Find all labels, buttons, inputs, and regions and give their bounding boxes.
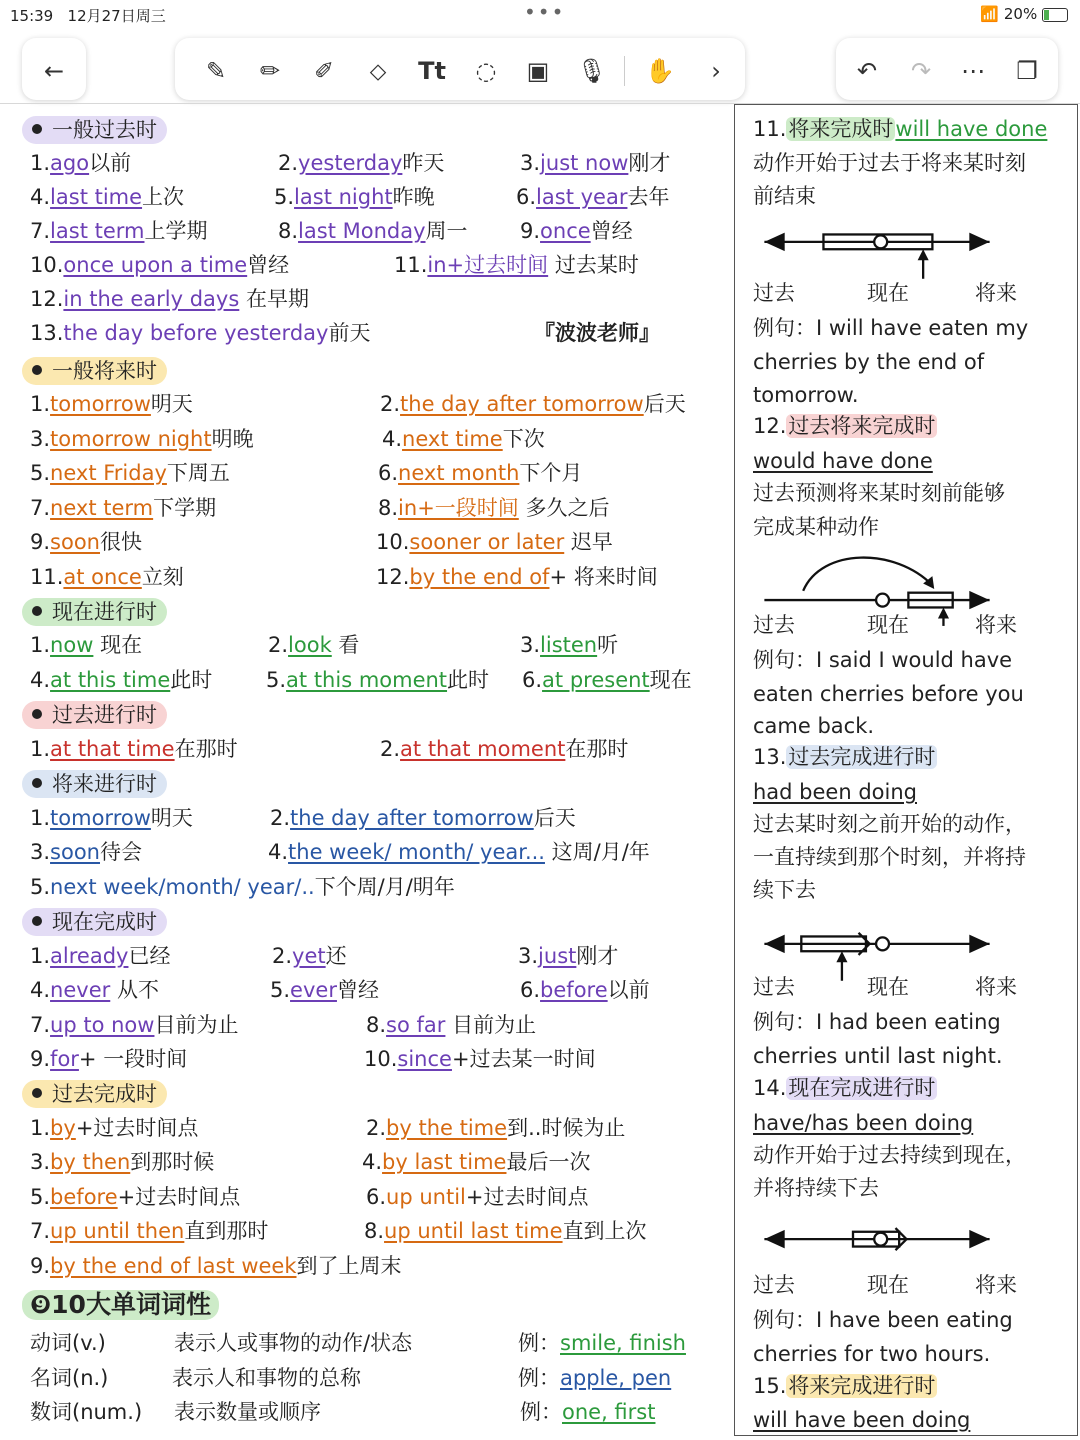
section-future-continuous — [22, 770, 167, 798]
tense-desc: 续下去 — [753, 878, 816, 902]
example-sentence: cherries until last night. — [753, 1044, 1003, 1068]
section-past-continuous — [22, 701, 167, 729]
tense-form: will have been doing — [753, 1408, 971, 1432]
undo-icon[interactable]: ↶ — [856, 57, 878, 85]
tense-desc: 完成某种动作 — [753, 515, 879, 539]
timeline-diagram — [757, 221, 997, 283]
pos-desc: 表示人或事物的动作/状态 — [174, 1331, 413, 1355]
redo-icon[interactable]: ↷ — [910, 57, 932, 85]
tense-form: have/has been doing — [753, 1111, 974, 1135]
author-tag: 『波波老师』 — [534, 321, 660, 345]
tense-desc: 并将持续下去 — [753, 1176, 879, 1200]
section-title: 现在进行时 — [52, 600, 157, 624]
tense-desc: 一直持续到那个时刻，并将持 — [753, 845, 1026, 869]
pos-desc: 表示数量或顺序 — [174, 1400, 321, 1424]
pos-name: 数词(num.) — [30, 1400, 143, 1424]
section-title: 过去进行时 — [52, 703, 157, 727]
pencil-icon[interactable]: ✏ — [259, 57, 281, 85]
eraser-icon[interactable]: ⬦ — [369, 57, 387, 85]
section-title: 过去完成时 — [52, 1082, 157, 1106]
left-notes: 一般过去时 1.ago以前 2.yesterday昨天 3.just now刚才 4.last time上次 5.last night昨晚 6.last year去年 7.last term上学期 8.last Monday周一 9.once曾经 10.once upon a time曾经 11.in+过去时间 过去某时 12.in the early days 在早期 13.the day before yesterday前天 『波波老师』 一般将来时 1.tomorrow明天 2.the day after tomorrow后天 3.tomorrow night明晚 4.next time下次 5.next Friday下周五 6.next month下个月 7.next term下学期 8.in+一段时间 多久之后 9.soon很快 10.sooner or later 迟早 11.at once立刻 12.by the end of+ 将来时间 现在进行时 1.now 现在 2.look 看 3.listen听 4.at this time此时 5.at this moment此时 6.at present现在 过去进行时 1.at that time在那时 2.at that moment在那时 将来进行时 1.tomorrow明天 2.the day after tomorrow后天 3.soon待会 4.the week/ month/ year... 这周/月/年 5.next week/month/ year/..下个周/月/明年 现在完成时 1.already已经 2.yet还 3.just刚才 4.never 从不 5.ever曾经 6.before以前 7.up to now目前为止 8.so far 目前为止 9.for+ 一段时间 10.since+过去某一时间 过去完成时 1.by+过去时间点 2.by the time到..时候为止 3.by then到那时候 4.by last time最后一次 5.before+过去时间点 6.up until+过去时间点 7.up until then直到那时 8.up until last time直到上次 9.by the end of last week到了上周末 ❾10大单词词性 动词(v.) 表示人或事物的动作/状态 例：smile, finish 名词(n.) 表示人和事物的总称 例：apple, pen 数词(num.) 表示数量或顺序 例：one, first — [0, 104, 732, 1440]
battery-percent: 20% — [1003, 5, 1038, 23]
section-present-continuous — [22, 598, 167, 626]
battery-icon — [1042, 8, 1068, 22]
example-sentence: 例句：I have been eating — [753, 1308, 1013, 1332]
back-button[interactable] — [22, 38, 86, 100]
right-notes — [734, 104, 1078, 1436]
tense-desc: 动作开始于过去持续到现在， — [753, 1143, 1026, 1167]
section-title: 现在完成时 — [52, 910, 157, 934]
back-arrow-icon: ← — [43, 57, 65, 85]
status-time: 15:39 12月27日周三 — [10, 7, 166, 25]
tool-palette — [175, 38, 745, 100]
timeline-diagram — [757, 1221, 997, 1261]
lasso-icon[interactable]: ◌ — [475, 57, 497, 85]
pos-name: 名词(n.) — [30, 1366, 109, 1390]
tense-heading: 12.过去将来完成时 — [753, 414, 936, 438]
chevron-right-icon[interactable]: › — [711, 57, 721, 85]
image-icon[interactable]: ▣ — [526, 57, 550, 85]
section-title: 将来进行时 — [52, 772, 157, 796]
timeline-labels: 过去 现在 将来 — [753, 281, 1017, 305]
example-sentence: 例句：I will have eaten my — [753, 316, 1029, 340]
multitask-dots[interactable]: ••• — [524, 0, 566, 24]
example-sentence: cherries for two hours. — [753, 1342, 991, 1366]
tense-desc: 过去某时刻之前开始的动作， — [753, 812, 1026, 836]
section-simple-future — [22, 357, 167, 385]
right-tool-group — [836, 38, 1058, 100]
example-sentence: came back. — [753, 714, 875, 738]
tense-form: would have done — [753, 449, 933, 473]
section-word-classes — [22, 1290, 219, 1320]
tense-desc: 动作开始于过去于将来某时刻 — [753, 151, 1026, 175]
tense-heading: 14.现在完成进行时 — [753, 1076, 936, 1100]
tense-desc: 前结束 — [753, 184, 816, 208]
tense-heading: 15.将来完成进行时 — [753, 1374, 936, 1398]
status-bar — [0, 0, 1080, 28]
pos-example: one, first — [562, 1400, 656, 1424]
more-icon[interactable]: ⋯ — [961, 57, 985, 85]
status-date: 12月27日周三 — [67, 7, 166, 25]
timeline-labels: 过去 现在 将来 — [753, 613, 1017, 637]
section-title: 一般过去时 — [52, 118, 157, 142]
example-sentence: tomorrow. — [753, 383, 859, 407]
example-sentence: cherries by the end of — [753, 350, 985, 374]
section-title: 一般将来时 — [52, 359, 157, 383]
tense-heading: 13.过去完成进行时 — [753, 745, 936, 769]
tense-form: had been doing — [753, 780, 917, 804]
section-title: ❾10大单词词性 — [30, 1290, 211, 1319]
toolbar-divider — [624, 56, 625, 86]
wifi-icon: 📶 — [980, 5, 1000, 23]
text-icon[interactable]: Tt — [418, 57, 446, 85]
timeline-labels: 过去 现在 将来 — [753, 1273, 1017, 1297]
example-sentence: 例句：I had been eating — [753, 1010, 1001, 1034]
section-past-perfect — [22, 1080, 167, 1108]
section-present-perfect — [22, 908, 167, 936]
marker-icon[interactable]: ✐ — [313, 57, 335, 85]
example-sentence: eaten cherries before you — [753, 682, 1024, 706]
pos-example: smile, finish — [560, 1331, 686, 1355]
toolbar — [0, 30, 1080, 102]
tense-desc: 过去预测将来某时刻前能够 — [753, 481, 1005, 505]
mic-icon[interactable]: 🎙 — [576, 57, 608, 85]
pos-name: 动词(v.) — [30, 1331, 106, 1355]
pos-desc: 表示人和事物的总称 — [172, 1366, 361, 1390]
example-sentence: 例句：I said I would have — [753, 648, 1013, 672]
pos-example: apple, pen — [560, 1366, 672, 1390]
pen-icon[interactable]: ✎ — [205, 57, 227, 85]
pages-icon[interactable]: ❐ — [1016, 57, 1038, 85]
timeline-labels: 过去 现在 将来 — [753, 975, 1017, 999]
tense-heading: 11.将来完成时will have done — [753, 117, 1048, 141]
section-simple-past — [22, 116, 167, 144]
status-right — [980, 5, 1068, 23]
hand-icon[interactable]: ✋ — [645, 57, 675, 85]
